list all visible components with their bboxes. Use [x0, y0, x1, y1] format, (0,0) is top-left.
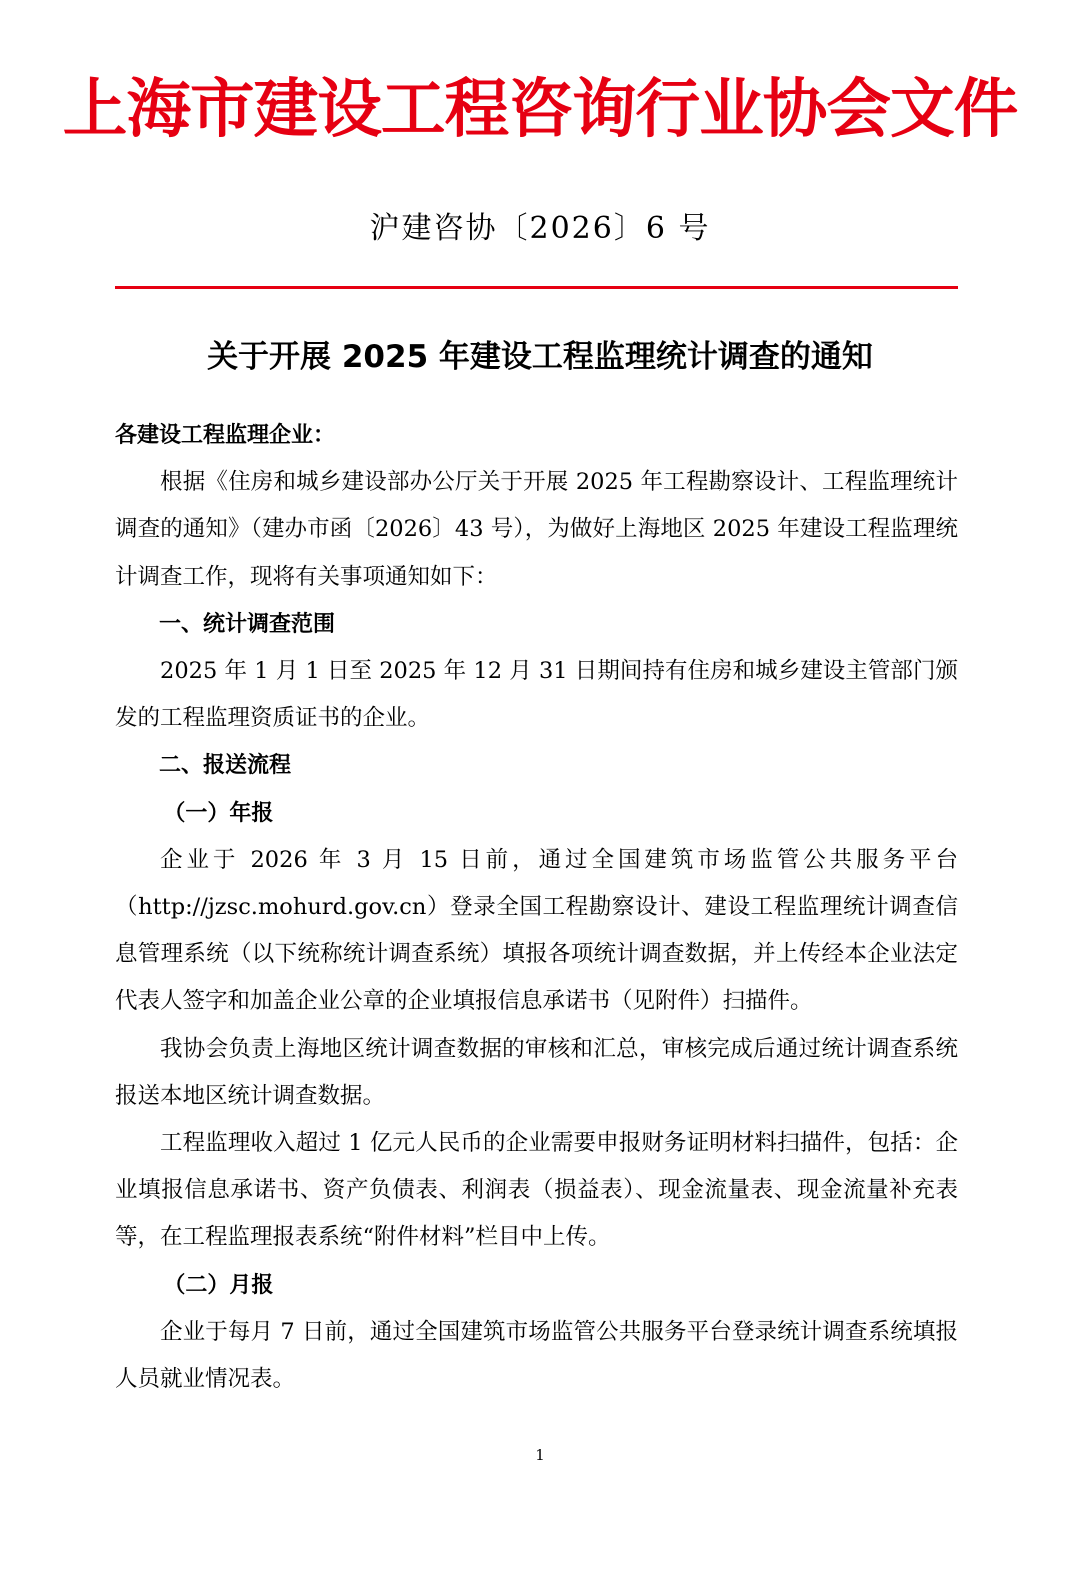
subsection2-heading: （二）月报 [163, 1272, 274, 1298]
page-number: 1 [535, 1446, 545, 1464]
monthly-report-paragraph: 企业于每月 7 日前，通过全国建筑市场监管公共服务平台登录统计调查系统填报人员就业情况表。 [115, 1318, 958, 1393]
section2-heading: 二、报送流程 [159, 753, 292, 779]
document-body [115, 412, 958, 1403]
section1-paragraph: 2025 年 1 月 1 日至 2025 年 12 月 31 日期间持有住房和城乡建设主管部门颁发的工程监理资质证书的企业。 [115, 658, 958, 732]
subsection1-heading: （一）年报 [163, 800, 274, 826]
section1-heading: 一、统计调查范围 [159, 611, 336, 637]
red-divider [115, 286, 958, 289]
financial-materials-paragraph: 工程监理收入超过 1 亿元人民币的企业需要申报财务证明材料扫描件，包括：企业填报信息承诺书、资产负债表、利润表（损益表）、现金流量表、现金流量补充表等，在工程监理报表系统“附件材料”栏目中上传。 [115, 1130, 958, 1251]
notice-title: 关于开展 2025 年建设工程监理统计调查的通知 [207, 339, 873, 375]
org-header-title: 上海市建设工程咨询行业协会文件 [62, 73, 1018, 147]
salutation: 各建设工程监理企业： [115, 423, 336, 448]
review-paragraph: 我协会负责上海地区统计调查数据的审核和汇总，审核完成后通过统计调查系统报送本地区统计调查数据。 [115, 1035, 958, 1109]
annual-report-paragraph: 企业于 2026 年 3 月 15 日前，通过全国建筑市场监管公共服务平台（http://jzsc.mohurd.gov.cn）登录全国工程勘察设计、建设工程监理统计调查信息管理系统（以下统称统计调查系统）填报各项统计调查数据，并上传经本企业法定代表人签字和加盖企业公章的企业填报信息承诺书（见附件）扫描件。 [115, 846, 958, 1015]
document-number: 沪建咨协〔2026〕6 号 [369, 211, 711, 246]
intro-paragraph: 根据《住房和城乡建设部办公厅关于开展 2025 年工程勘察设计、工程监理统计调查的通知》（建办市函〔2026〕43 号），为做好上海地区 2025 年建设工程监理统计调查工作，现将有关事项通知如下： [115, 469, 958, 590]
